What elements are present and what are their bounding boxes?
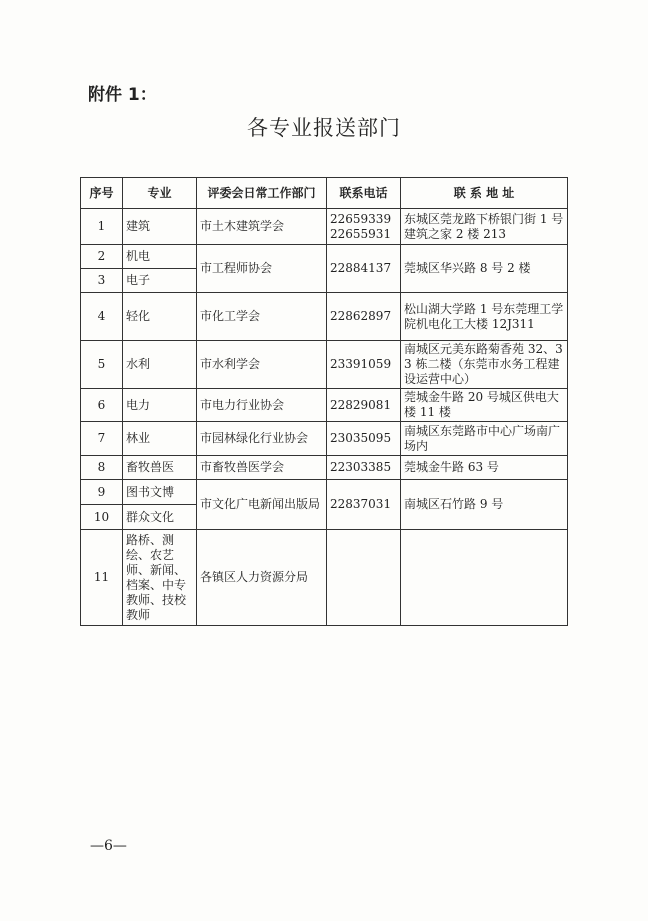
col-header-no: 序号 xyxy=(81,178,123,209)
row-address: 莞城金牛路 20 号城区供电大楼 11 楼 xyxy=(401,389,568,422)
row-phone: 22884137 xyxy=(327,245,401,293)
table-row xyxy=(81,209,568,245)
row-specialty: 群众文化 xyxy=(123,505,197,530)
col-header-department: 评委会日常工作部门 xyxy=(197,178,327,209)
table-row xyxy=(81,456,568,480)
row-specialty: 建筑 xyxy=(123,209,197,245)
row-address: 松山湖大学路 1 号东莞理工学院机电化工大楼 12J311 xyxy=(401,293,568,341)
row-no: 2 xyxy=(81,245,123,269)
table-row xyxy=(81,245,568,269)
table-row xyxy=(81,422,568,456)
row-department: 市化工学会 xyxy=(197,293,327,341)
row-address: 莞城金牛路 63 号 xyxy=(401,456,568,480)
row-phone: 22303385 xyxy=(327,456,401,480)
row-no: 8 xyxy=(81,456,123,480)
row-no: 3 xyxy=(81,269,123,293)
row-no: 1 xyxy=(81,209,123,245)
row-phone xyxy=(327,530,401,626)
col-header-address: 联 系 地 址 xyxy=(401,178,568,209)
row-no: 11 xyxy=(81,530,123,626)
table-row xyxy=(81,389,568,422)
row-phone: 22829081 xyxy=(327,389,401,422)
row-address: 南城区东莞路市中心广场南广场内 xyxy=(401,422,568,456)
row-specialty: 林业 xyxy=(123,422,197,456)
row-specialty: 水利 xyxy=(123,341,197,389)
row-department: 市土木建筑学会 xyxy=(197,209,327,245)
page-title: 各专业报送部门 xyxy=(247,116,401,140)
row-specialty: 路桥、测绘、农艺师、新闻、档案、中专教师、技校教师 xyxy=(123,530,197,626)
row-specialty: 电力 xyxy=(123,389,197,422)
row-no: 4 xyxy=(81,293,123,341)
row-department: 市水利学会 xyxy=(197,341,327,389)
table-row xyxy=(81,530,568,626)
row-no: 9 xyxy=(81,480,123,505)
table-header-row xyxy=(81,178,568,209)
row-phone: 22837031 xyxy=(327,480,401,530)
table-row xyxy=(81,293,568,341)
row-phone: 23391059 xyxy=(327,341,401,389)
row-no: 6 xyxy=(81,389,123,422)
row-address: 东城区莞龙路下桥银门街 1 号建筑之家 2 楼 213 xyxy=(401,209,568,245)
col-header-phone: 联系电话 xyxy=(327,178,401,209)
row-no: 10 xyxy=(81,505,123,530)
table-row xyxy=(81,480,568,505)
department-table xyxy=(80,177,568,626)
row-address xyxy=(401,530,568,626)
row-department: 市畜牧兽医学会 xyxy=(197,456,327,480)
row-phone: 22659339 22655931 xyxy=(327,209,401,245)
row-address: 南城区石竹路 9 号 xyxy=(401,480,568,530)
row-no: 5 xyxy=(81,341,123,389)
row-phone: 22862897 xyxy=(327,293,401,341)
row-department: 各镇区人力资源分局 xyxy=(197,530,327,626)
row-department: 市电力行业协会 xyxy=(197,389,327,422)
row-no: 7 xyxy=(81,422,123,456)
row-department: 市文化广电新闻出版局 xyxy=(197,480,327,530)
row-specialty: 机电 xyxy=(123,245,197,269)
row-department: 市园林绿化行业协会 xyxy=(197,422,327,456)
row-specialty: 轻化 xyxy=(123,293,197,341)
row-phone: 23035095 xyxy=(327,422,401,456)
row-specialty: 电子 xyxy=(123,269,197,293)
col-header-specialty: 专业 xyxy=(123,178,197,209)
row-address: 南城区元美东路菊香苑 32、33 栋二楼（东莞市水务工程建设运营中心） xyxy=(401,341,568,389)
page-number: —6— xyxy=(90,838,127,854)
row-specialty: 畜牧兽医 xyxy=(123,456,197,480)
table-row xyxy=(81,341,568,389)
row-address: 莞城区华兴路 8 号 2 楼 xyxy=(401,245,568,293)
attachment-label: 附件 1： xyxy=(88,85,157,105)
row-specialty: 图书文博 xyxy=(123,480,197,505)
row-department: 市工程师协会 xyxy=(197,245,327,293)
